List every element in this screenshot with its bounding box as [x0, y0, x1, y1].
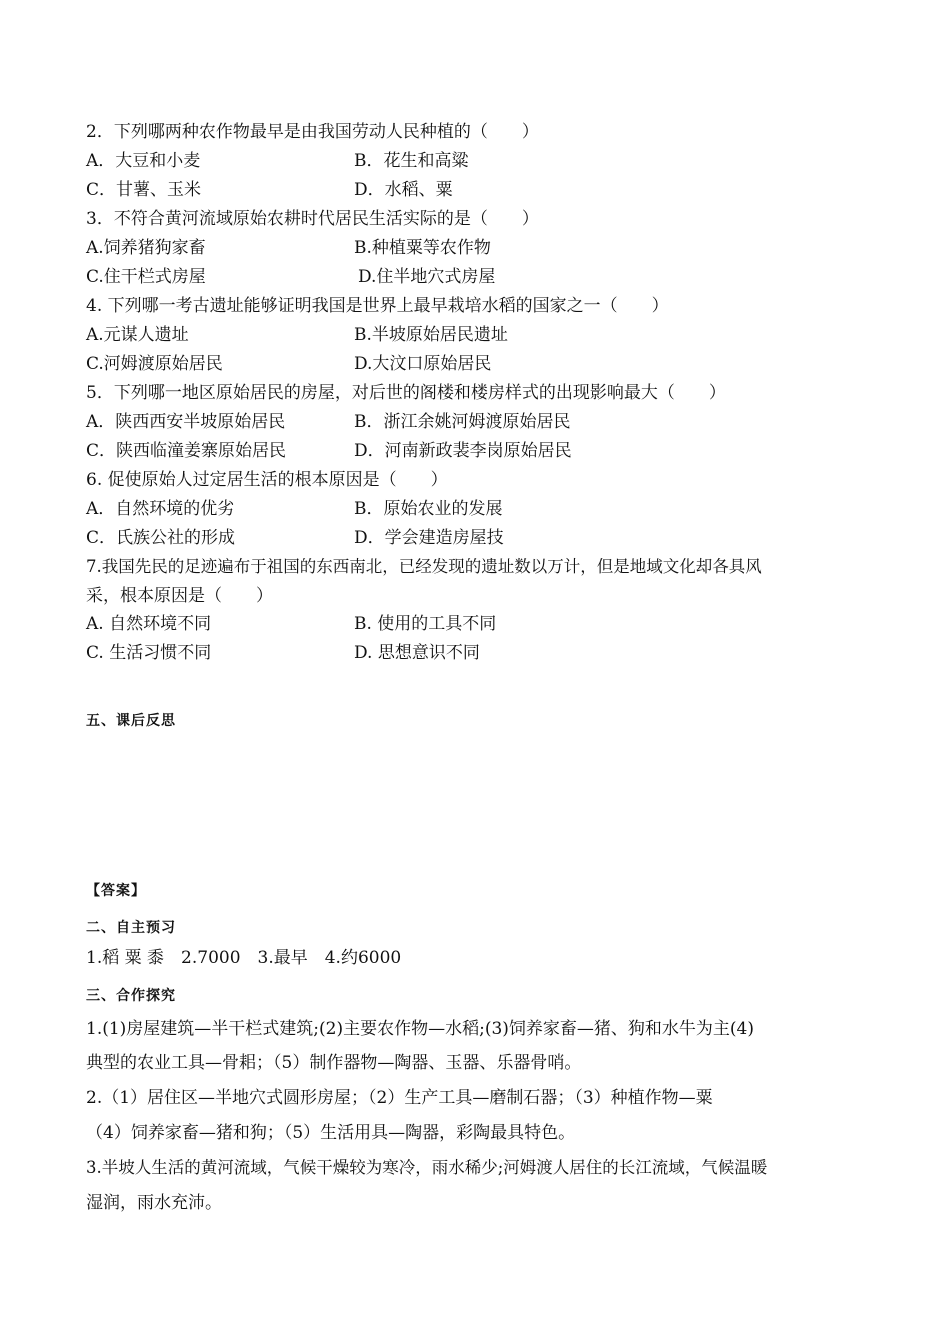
answer-line: 湿润，雨水充沛。	[86, 1193, 222, 1213]
option-d: D. 思想意识不同	[354, 643, 480, 663]
option-b: B．原始农业的发展	[354, 499, 503, 519]
option-row	[86, 410, 571, 434]
option-b: B．浙江余姚河姆渡原始居民	[354, 412, 571, 432]
option-b: B．花生和高粱	[354, 151, 469, 171]
question-3-stem: 3．不符合黄河流域原始农耕时代居民生活实际的是（ ）	[86, 209, 539, 229]
option-a: A．陕西西安半坡原始居民	[86, 412, 286, 432]
option-a: A．大豆和小麦	[86, 151, 201, 171]
option-b: B.种植粟等农作物	[354, 238, 491, 258]
option-row	[86, 149, 469, 173]
option-row	[86, 352, 492, 376]
answer-line: 1.(1)房屋建筑—半干栏式建筑;(2)主要农作物—水稻;(3)饲养家畜—猪、狗和水牛为主(4)	[86, 1019, 754, 1039]
option-b: B.半坡原始居民遗址	[354, 325, 508, 345]
option-c: C.河姆渡原始居民	[86, 354, 223, 374]
option-b: B. 使用的工具不同	[354, 614, 497, 634]
option-d: D．水稻、粟	[354, 180, 453, 200]
option-a: A.元谋人遗址	[86, 325, 189, 345]
answer-line: 典型的农业工具—骨耜；（5）制作器物—陶器、玉器、乐器骨哨。	[86, 1053, 582, 1073]
question-5-stem: 5．下列哪一地区原始居民的房屋，对后世的阁楼和楼房样式的出现影响最大（ ）	[86, 383, 726, 403]
option-row	[86, 178, 453, 202]
question-7-stem: 7.我国先民的足迹遍布于祖国的东西南北，已经发现的遗址数以万计，但是地域文化却各具风	[86, 557, 762, 576]
option-d: D．学会建造房屋技	[354, 528, 504, 548]
section-5-heading: 五、课后反思	[86, 713, 176, 729]
option-a: A. 自然环境不同	[86, 614, 212, 634]
option-row	[86, 526, 504, 550]
answers-section-2-line: 1.稻 粟 黍 2.7000 3.最早 4.约6000	[86, 948, 402, 968]
option-row	[86, 612, 497, 636]
option-row	[86, 236, 491, 260]
option-row	[86, 641, 480, 665]
option-d: D.住半地穴式房屋	[358, 267, 496, 287]
answer-line: （4）饲养家畜—猪和狗；（5）生活用具—陶器，彩陶最具特色。	[86, 1123, 576, 1143]
option-row	[86, 497, 503, 521]
option-c: C. 生活习惯不同	[86, 643, 212, 663]
question-6-stem: 6. 促使原始人过定居生活的根本原因是（ ）	[86, 470, 448, 490]
option-d: D.大汶口原始居民	[354, 354, 492, 374]
question-2-stem: 2．下列哪两种农作物最早是由我国劳动人民种植的（ ）	[86, 122, 539, 142]
option-row	[86, 323, 508, 347]
answers-section-2-heading: 二、自主预习	[86, 920, 176, 936]
option-a: A．自然环境的优劣	[86, 499, 235, 519]
option-c: C.住干栏式房屋	[86, 267, 206, 287]
question-4-stem: 4. 下列哪一考古遗址能够证明我国是世界上最早栽培水稻的国家之一（ ）	[86, 296, 669, 316]
option-row	[86, 265, 496, 289]
answer-line: 2.（1）居住区—半地穴式圆形房屋；（2）生产工具—磨制石器；（3）种植作物—粟	[86, 1088, 713, 1108]
option-row	[86, 439, 572, 463]
option-c: C．甘薯、玉米	[86, 180, 202, 200]
question-7-stem-continued: 采，根本原因是（ ）	[86, 586, 273, 606]
option-d: D．河南新政裴李岗原始居民	[354, 441, 572, 461]
answer-line: 3.半坡人生活的黄河流域，气候干燥较为寒冷，雨水稀少;河姆渡人居住的长江流域，气候温暖	[86, 1158, 768, 1177]
answers-section-3-heading: 三、合作探究	[86, 988, 176, 1004]
option-c: C．氏族公社的形成	[86, 528, 236, 548]
option-c: C．陕西临潼姜寨原始居民	[86, 441, 287, 461]
answers-title: 【答案】	[86, 883, 146, 899]
option-a: A.饲养猪狗家畜	[86, 238, 206, 258]
